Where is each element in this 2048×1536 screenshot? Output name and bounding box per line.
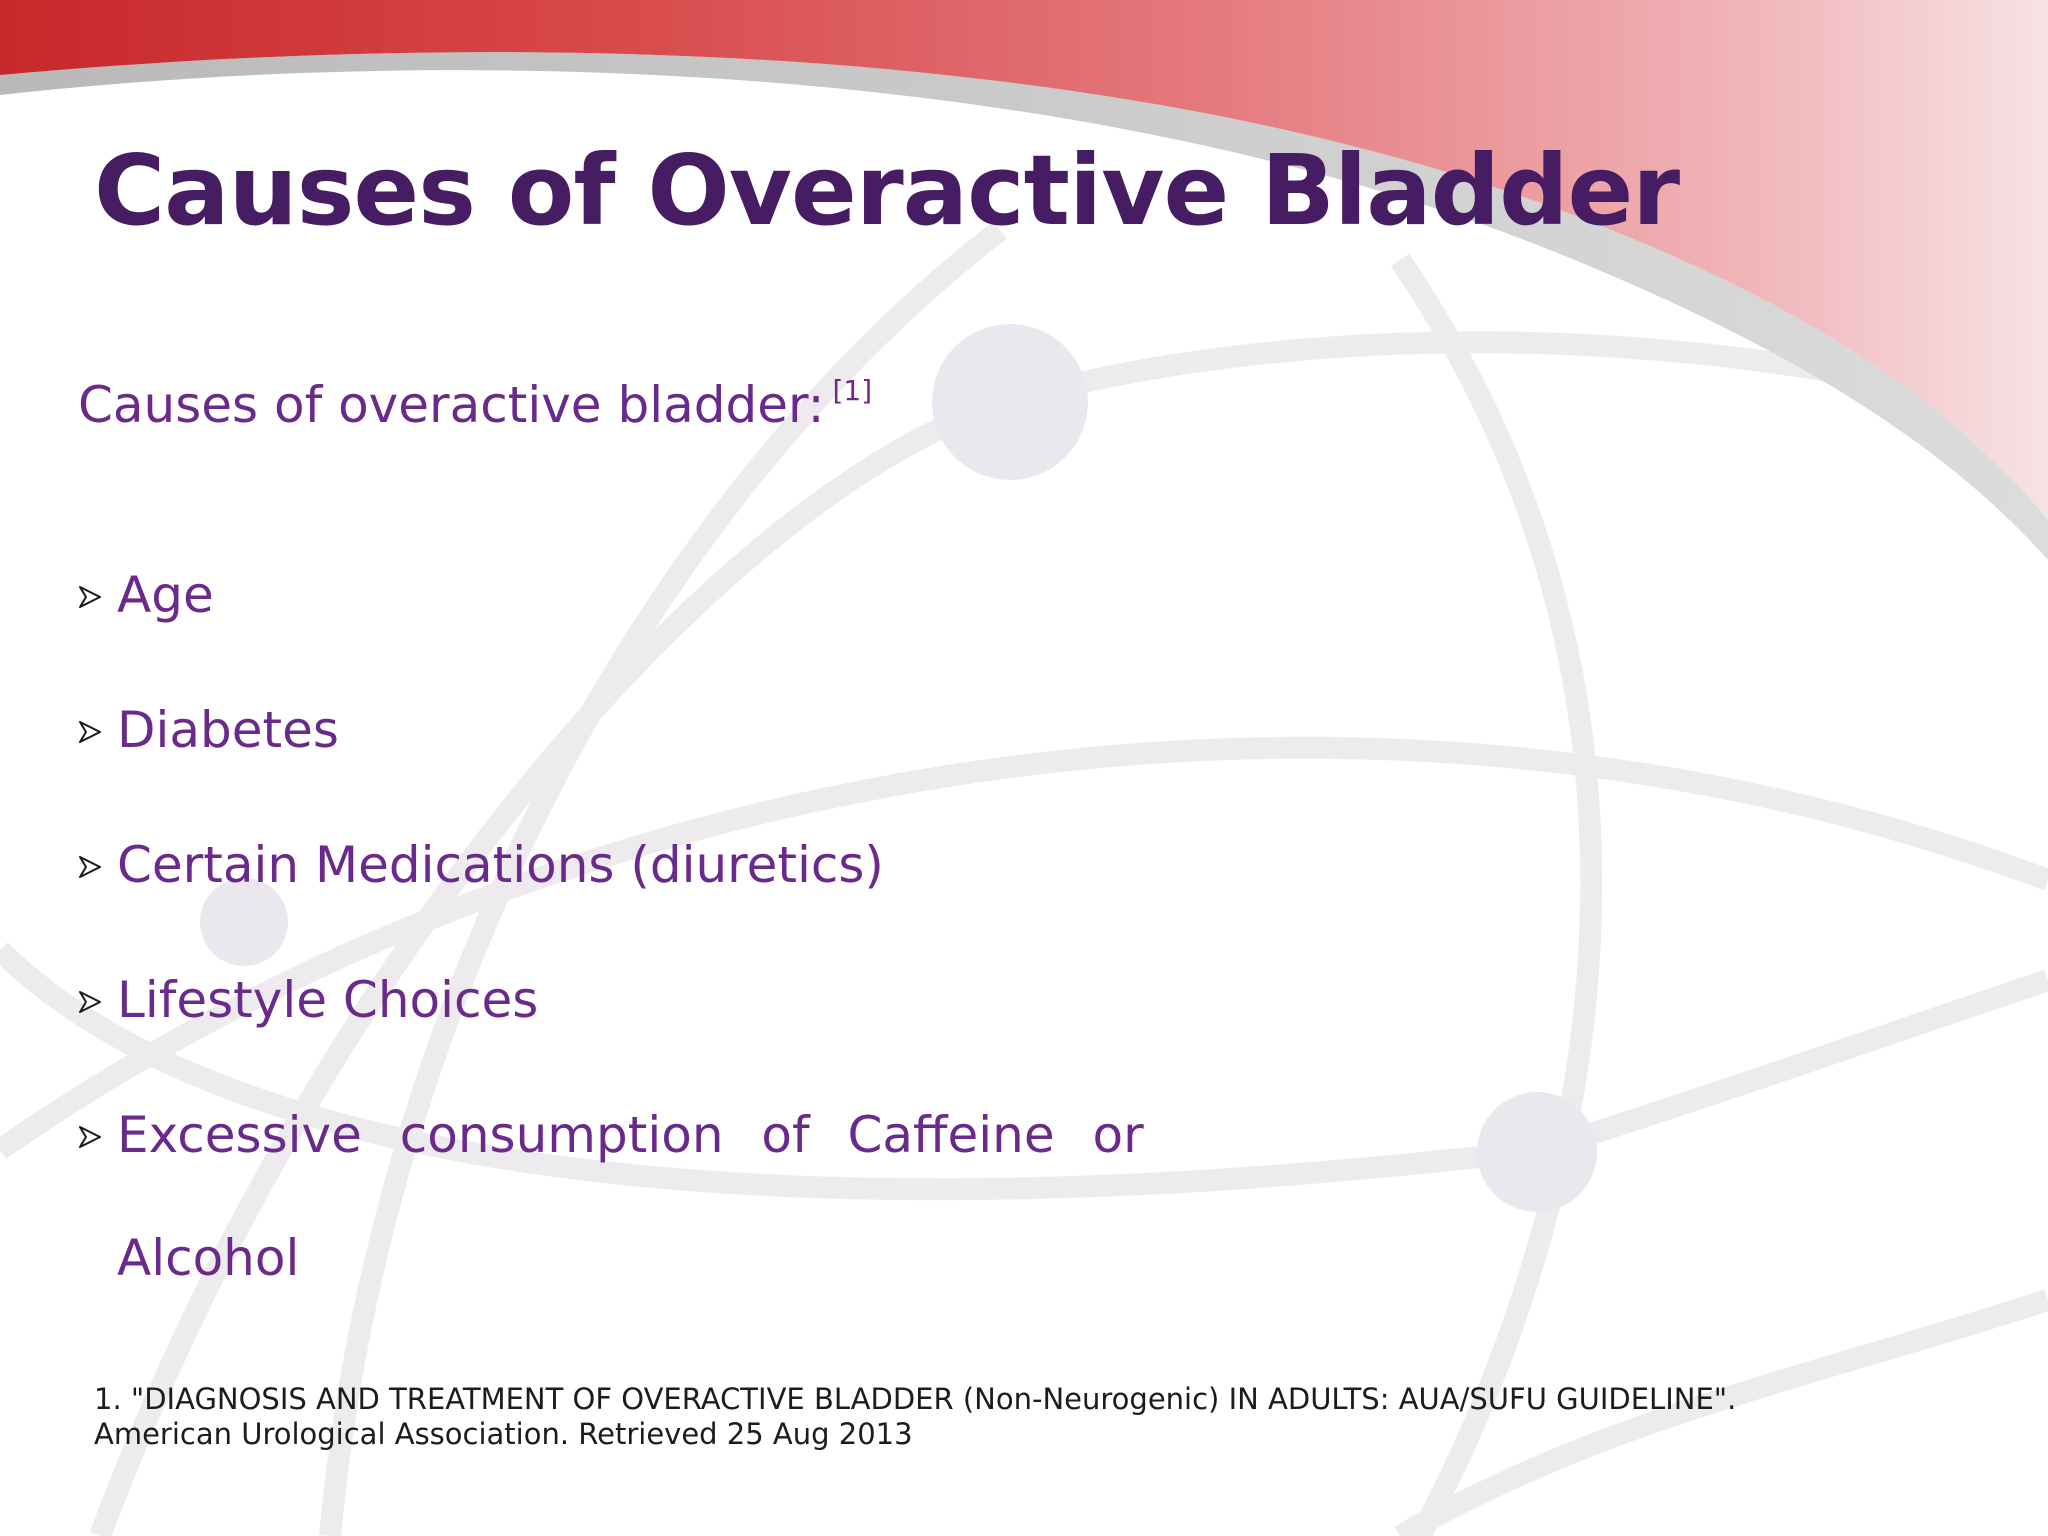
list-item-label: Excessive consumption of Caffeine or	[117, 1106, 1144, 1164]
arrow-bullet-icon	[78, 990, 102, 1014]
intro-label: Causes of overactive bladder:	[78, 376, 825, 434]
list-item-label: Lifestyle Choices	[117, 971, 539, 1029]
list-item-label: Diabetes	[117, 701, 339, 759]
slide-title: Causes of Overactive Bladder	[94, 134, 1680, 247]
arrow-bullet-icon	[78, 1125, 102, 1149]
arrow-bullet-icon	[78, 855, 102, 879]
list-item-label: Age	[117, 566, 214, 624]
arrow-bullet-icon	[78, 585, 102, 609]
arrow-bullet-icon	[78, 720, 102, 744]
reference-line: 1. "DIAGNOSIS AND TREATMENT OF OVERACTIVE BLADDER (Non-Neurogenic) IN ADULTS: AUA/SUFU GUIDELINE".	[94, 1382, 1737, 1416]
reference-footnote	[94, 1382, 1736, 1452]
list-item-label: Certain Medications (diuretics)	[117, 836, 884, 894]
reference-line: American Urological Association. Retrieved 25 Aug 2013	[94, 1417, 913, 1451]
intro-text	[78, 374, 872, 435]
list-item-continuation: Alcohol	[117, 1229, 300, 1287]
citation-marker: [1]	[832, 374, 873, 407]
